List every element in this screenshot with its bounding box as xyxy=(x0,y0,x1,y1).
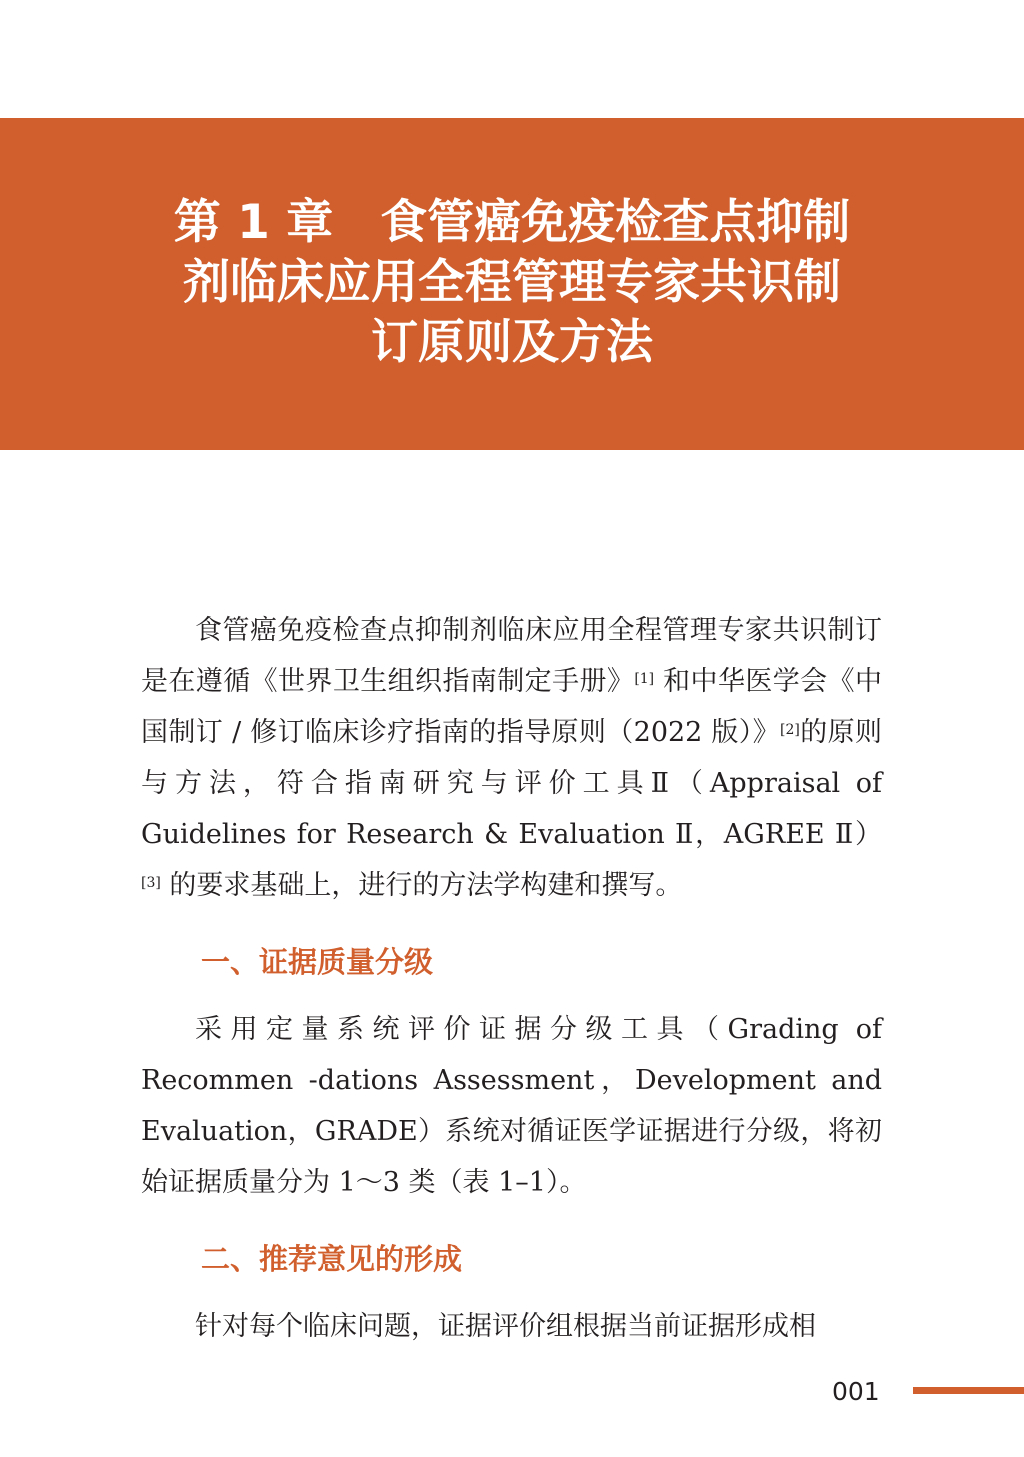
intro-text-1: 食管癌免疫检查点抑制剂临床应用全程管理专家共识制订是在遵循《世界卫生组织指南制定手册》 xyxy=(141,615,882,697)
reference-1: [1] xyxy=(634,671,655,687)
page-number: 001 xyxy=(832,1377,880,1406)
section-heading-recommendation: 二、推荐意见的形成 xyxy=(201,1242,463,1276)
section-heading-evidence-grading: 一、证据质量分级 xyxy=(201,945,434,979)
intro-paragraph xyxy=(141,605,882,911)
intro-text-2: 和中华医学会《中国制订 / 修订临床诊疗指南的指导原则（2022 版）》 xyxy=(141,666,882,748)
chapter-title-line: 订原则及方法 xyxy=(371,315,653,370)
evidence-grading-paragraph: 采用定量系统评价证据分级工具（Grading of Recommen -dations Assessment，Development and Evaluation，GRADE）系统对循证医学证据进行分级，将初始证据质量分为 1～3 类（表 1–1）。 xyxy=(141,1014,882,1198)
reference-2: [2] xyxy=(780,722,800,738)
body-content xyxy=(141,605,882,1352)
intro-text-4: 的要求基础上，进行的方法学构建和撰写。 xyxy=(160,870,683,901)
chapter-title-line: 剂临床应用全程管理专家共识制 xyxy=(183,255,841,310)
intro-text-3: 的原则与方法，符合指南研究与评价工具Ⅱ（Appraisal of Guidelines for Research & Evaluation Ⅱ，AGREE Ⅱ） xyxy=(141,717,883,850)
chapter-title xyxy=(150,193,874,373)
page-number-rule xyxy=(913,1387,1024,1394)
recommendation-paragraph: 针对每个临床问题，证据评价组根据当前证据形成相 xyxy=(195,1311,816,1342)
reference-3: [3] xyxy=(141,875,161,891)
chapter-title-line: 第 1 章 食管癌免疫检查点抑制 xyxy=(173,195,851,250)
